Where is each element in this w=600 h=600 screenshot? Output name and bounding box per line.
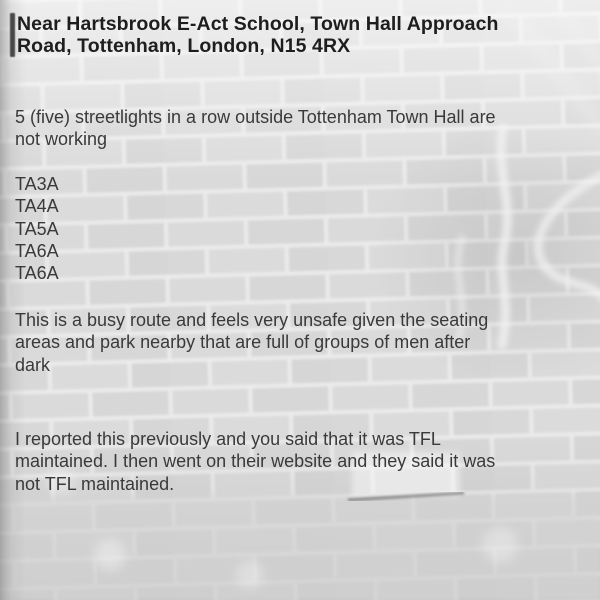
location-title-line: Road, Tottenham, London, N15 4RX (17, 35, 351, 58)
streetlight-code: TA5A (15, 218, 59, 239)
text-line: dark (15, 354, 51, 375)
streetlight-code: TA6A (15, 263, 59, 284)
title-accent-bar (10, 13, 15, 57)
streetlight-code: TA3A (15, 174, 59, 194)
text-line: areas and park nearby that are full of groups of men after (15, 332, 471, 353)
paragraph-issue-summary (15, 106, 496, 151)
text-line: This is a busy route and feels very unsafe given the seating (15, 310, 489, 330)
streetlight-code: TA4A (15, 196, 59, 217)
text-line: maintained. I then went on their website and they said it was (15, 451, 496, 472)
text-line: 5 (five) streetlights in a row outside Tottenham Town Hall are (15, 107, 496, 127)
text-line: not TFL maintained. (15, 473, 175, 494)
paragraph-streetlight-codes (15, 173, 59, 284)
report-location-title (17, 13, 499, 58)
streetlight-code: TA6A (15, 240, 59, 261)
text-line: not working (15, 129, 108, 150)
text-line: I reported this previously and you said that it was TFL (15, 429, 441, 449)
paragraph-safety-concern (15, 309, 488, 376)
location-title-line: Near Hartsbrook E-Act School, Town Hall Approach (17, 13, 499, 35)
paragraph-previous-report (15, 428, 495, 495)
